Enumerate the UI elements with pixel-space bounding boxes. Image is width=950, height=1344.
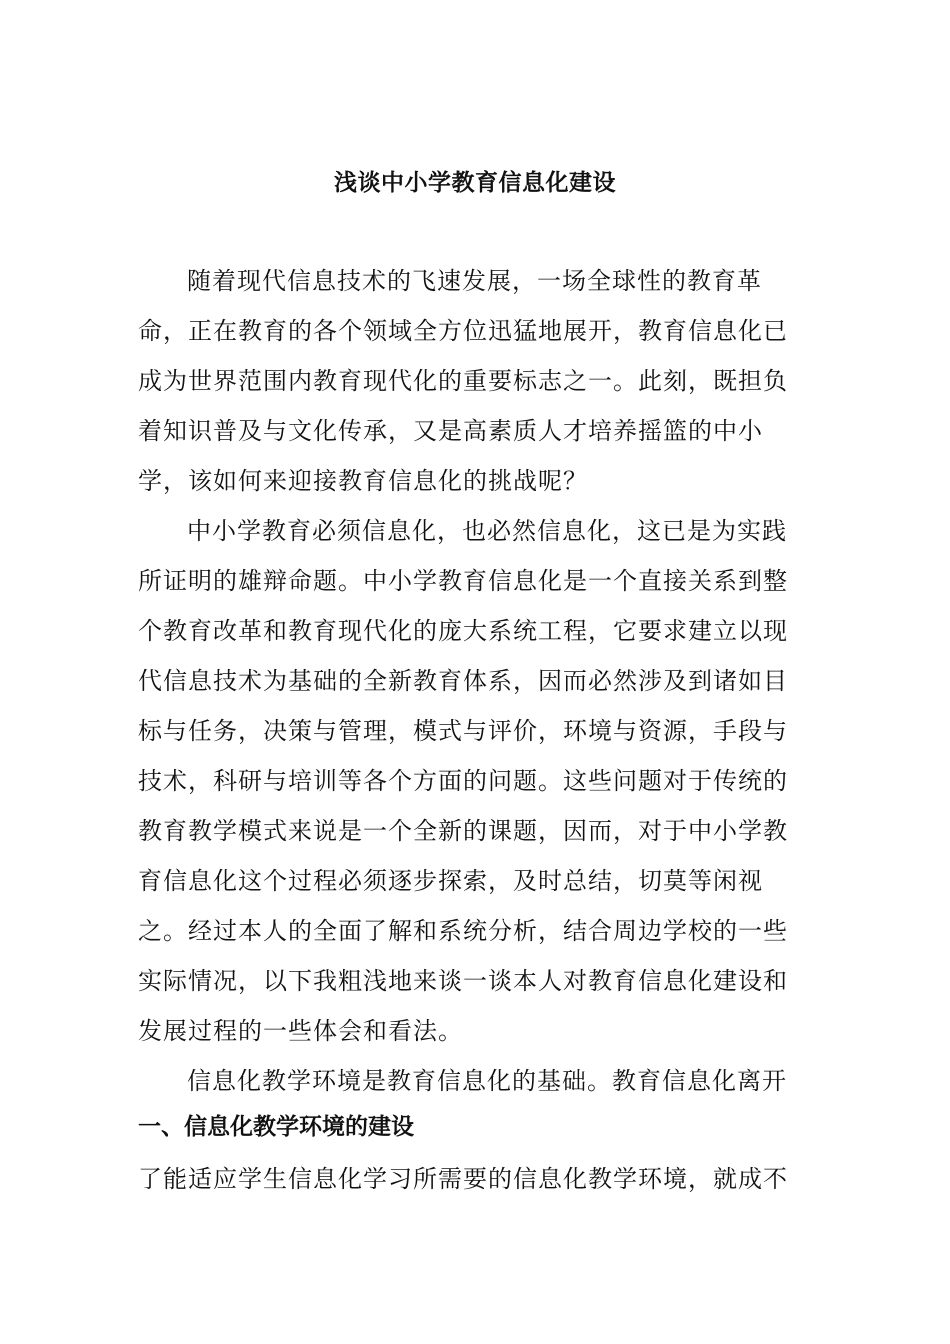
paragraph-2-line-1: 中小学教育必须信息化，也必然信息化，这已是为实践 bbox=[187, 517, 787, 545]
paragraph-1-line-5: 学，该如何来迎接教育信息化的挑战呢？ bbox=[138, 467, 588, 495]
paragraph-3-line-2: 了能适应学生信息化学习所需要的信息化教学环境，就成不 bbox=[138, 1165, 788, 1193]
paragraph-2-line-2: 所证明的雄辩命题。中小学教育信息化是一个直接关系到整 bbox=[138, 567, 788, 595]
document-title: 浅谈中小学教育信息化建设 bbox=[334, 170, 616, 196]
paragraph-2-line-9: 之。经过本人的全面了解和系统分析，结合周边学校的一些 bbox=[138, 917, 788, 945]
paragraph-1-line-2: 命，正在教育的各个领域全方位迅猛地展开，教育信息化已 bbox=[138, 317, 788, 345]
paragraph-1-line-4: 着知识普及与文化传承，又是高素质人才培养摇篮的中小 bbox=[138, 417, 763, 445]
paragraph-2-line-4: 代信息技术为基础的全新教育体系，因而必然涉及到诸如目 bbox=[138, 667, 788, 695]
paragraph-2-line-11: 发展过程的一些体会和看法。 bbox=[138, 1017, 463, 1045]
paragraph-2-line-10: 实际情况，以下我粗浅地来谈一谈本人对教育信息化建设和 bbox=[138, 967, 788, 995]
paragraph-2-line-8: 育信息化这个过程必须逐步探索，及时总结，切莫等闲视 bbox=[138, 867, 763, 895]
paragraph-2-line-6: 技术，科研与培训等各个方面的问题。这些问题对于传统的 bbox=[138, 767, 788, 795]
section-heading: 一、信息化教学环境的建设 bbox=[138, 1114, 414, 1140]
paragraph-2-line-7: 教育教学模式来说是一个全新的课题，因而，对于中小学教 bbox=[138, 817, 788, 845]
paragraph-1-line-1: 随着现代信息技术的飞速发展，一场全球性的教育革 bbox=[187, 267, 762, 295]
paragraph-2-line-5: 标与任务，决策与管理，模式与评价，环境与资源，手段与 bbox=[138, 717, 788, 745]
paragraph-3-line-1: 信息化教学环境是教育信息化的基础。教育信息化离开 bbox=[187, 1067, 787, 1095]
paragraph-1-line-3: 成为世界范围内教育现代化的重要标志之一。此刻，既担负 bbox=[138, 367, 788, 395]
paragraph-2-line-3: 个教育改革和教育现代化的庞大系统工程，它要求建立以现 bbox=[138, 617, 788, 645]
